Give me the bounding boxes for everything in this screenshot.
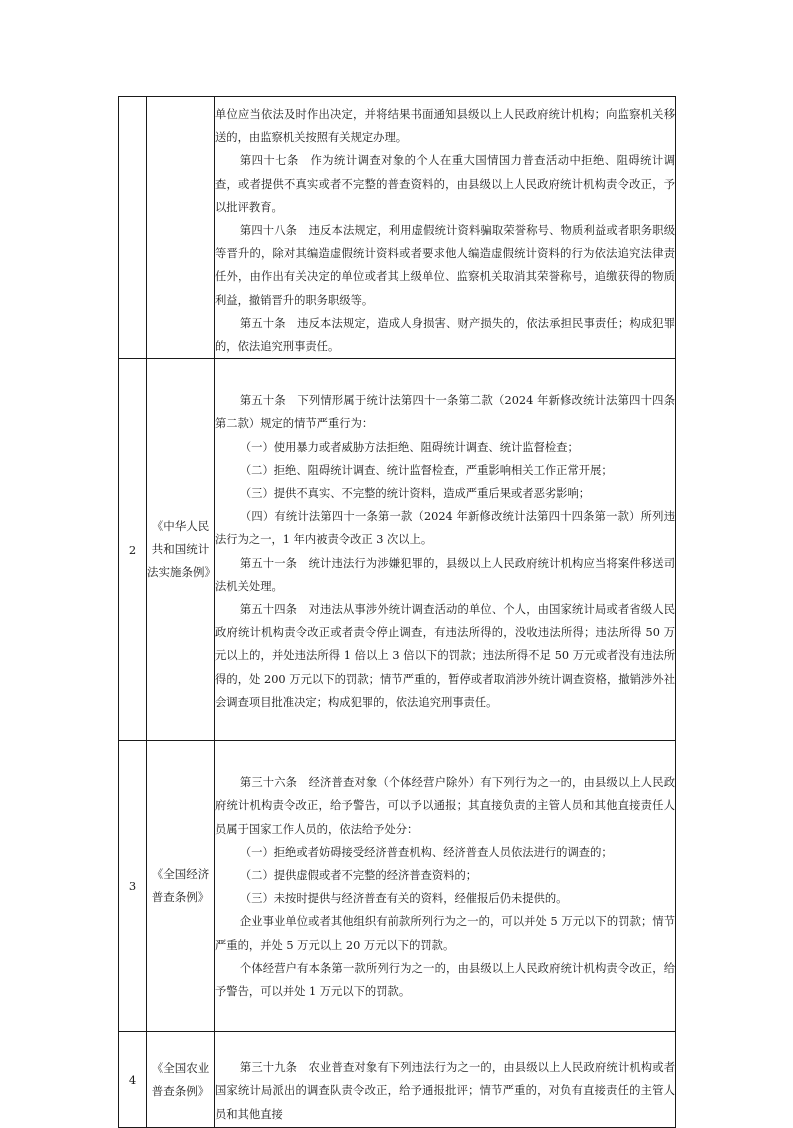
row-number [119,97,147,359]
provision-paragraph: （二）拒绝、阻碍统计调查、统计监督检查，严重影响相关工作正常开展； [239,463,613,477]
row-number: 2 [119,359,147,741]
provision-paragraph: 企业事业单位或者其他组织有前款所列行为之一的，可以并处 5 万元以下的罚款；情节严重的，并处 5 万元以上 20 万元以下的罚款。 [215,915,675,952]
provision-paragraph: （二）提供虚假或者不完整的经济普查资料的； [239,869,478,883]
provisions-cell [215,741,676,1032]
provision-paragraph: 单位应当依法及时作出决定，并将结果书面通知县级以上人民政府统计机构；向监察机关移送的，由监察机关按照有关规定办理。 [215,108,675,145]
provisions-cell [215,1032,676,1128]
provision-paragraph: 个体经营户有本条第一款所列行为之一的，由县级以上人民政府统计机构责令改正，给予警告，可以并处 1 万元以下的罚款。 [215,961,675,999]
table-row [119,1032,676,1128]
regulation-title: 《中华人民共和国统计法实施条例》 [147,359,215,741]
provision-paragraph: 第五十四条 对违法从事涉外统计调查活动的单位、个人，由国家统计局或者省级人民政府统计机构责令改正或者责令停止调查，有违法所得的，没收违法所得；违法所得 50 万元以上的，并处违法所得 1 倍以上 3 倍以下的罚款；违法所得不足 50 万元或者没有违法所得的，处 200 万元以下的罚款；情节严重的，暂停或者取消涉外统计调查资格，撤销涉外社会调查项目批准决定；构成犯罪的，依法追究刑事责任。 [215,603,675,709]
provision-paragraph: 第四十八条 违反本法规定，利用虚假统计资料骗取荣誉称号、物质利益或者职务职级等晋升的，除对其编造虚假统计资料或者要求他人编造虚假统计资料的行为依法追究法律责任外，由作出有关决定的单位或者其上级单位、监察机关取消其荣誉称号，追缴获得的物质利益，撤销晋升的职务职级等。 [215,224,675,307]
provision-paragraph: （一）使用暴力或者威胁方法拒绝、阻碍统计调查、统计监督检查； [239,440,579,454]
provision-paragraph: 第五十条 违反本法规定，造成人身损害、财产损失的，依法承担民事责任；构成犯罪的，依法追究刑事责任。 [215,316,675,354]
provisions-cell [215,97,676,359]
row-number: 4 [119,1032,147,1128]
provision-paragraph: 第三十九条 农业普查对象有下列违法行为之一的，由县级以上人民政府统计机构或者国家统计局派出的调查队责令改正，给予通报批评；情节严重的，对负有直接责任的主管人员和其他直接 [215,1061,675,1121]
provisions-cell [215,359,676,741]
row-number: 3 [119,741,147,1032]
table-row [119,359,676,741]
provision-paragraph: 第三十六条 经济普查对象（个体经营户除外）有下列行为之一的，由县级以上人民政府统计机构责令改正，给予警告，可以予以通报；其直接负责的主管人员和其他直接责任人员属于国家工作人员的，依法给予处分： [215,776,675,836]
statistics-law-table [118,96,676,1128]
provision-paragraph: （三）未按时提供与经济普查有关的资料，经催报后仍未提供的。 [239,892,568,906]
provision-paragraph: （一）拒绝或者妨碍接受经济普查机构、经济普查人员依法进行的调查的； [239,845,613,859]
provision-paragraph: 第五十一条 统计违法行为涉嫌犯罪的，县级以上人民政府统计机构应当将案件移送司法机关处理。 [215,556,675,593]
regulation-title: 《全国经济普查条例》 [147,741,215,1032]
provision-paragraph: 第五十条 下列情形属于统计法第四十一条第二款（2024 年新修改统计法第四十四条第二款）规定的情节严重行为： [215,394,675,431]
provision-paragraph: （四）有统计法第四十一条第一款（2024 年新修改统计法第四十四条第一款）所列违法行为之一，1 年内被责令改正 3 次以上。 [215,510,675,547]
table-row [119,741,676,1032]
provision-paragraph: 第四十七条 作为统计调查对象的个人在重大国情国力普查活动中拒绝、阻碍统计调查，或者提供不真实或者不完整的普查资料的，由县级以上人民政府统计机构责令改正，予以批评教育。 [215,154,675,214]
regulation-title [147,97,215,359]
provision-paragraph: （三）提供不真实、不完整的统计资料，造成严重后果或者恶劣影响； [239,487,591,501]
table-row [119,97,676,359]
regulation-title: 《全国农业普查条例》 [147,1032,215,1128]
